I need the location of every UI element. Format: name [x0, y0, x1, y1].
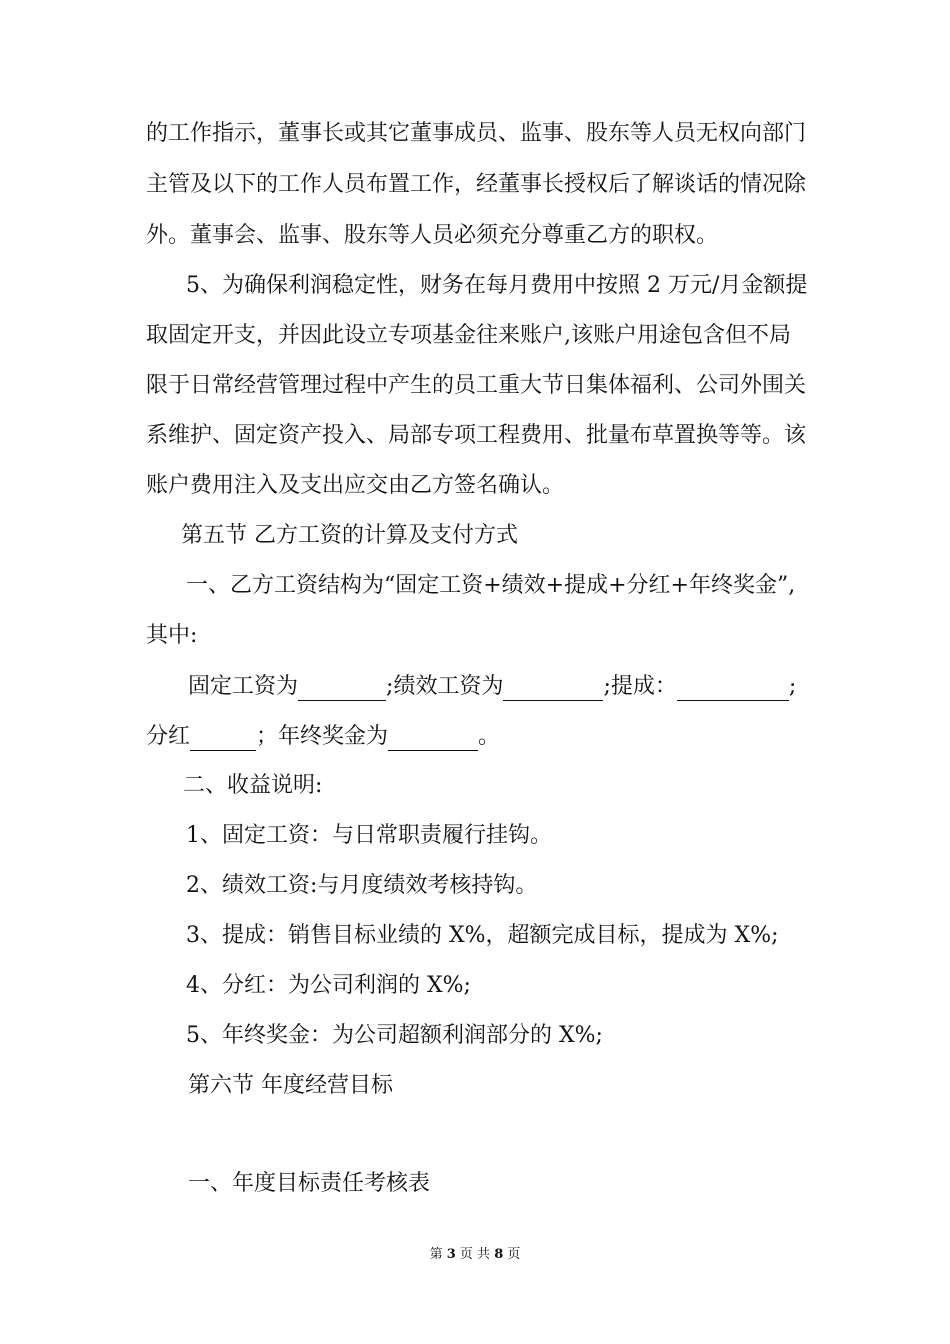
separator: ;	[386, 674, 394, 699]
separator: ;	[788, 674, 797, 699]
list-item: 1、固定工资：与日常职责履行挂钩。	[186, 823, 552, 848]
body-line: 限于日常经营管理过程中产生的员工重大节日集体福利、公司外围关	[146, 373, 807, 398]
body-line: 5、为确保利润稳定性，财务在每月费用中按照 2 万元/月金额提	[186, 273, 808, 298]
list-item: 3、提成：销售目标业绩的 X%，超额完成目标，提成为 X%;	[186, 923, 779, 948]
body-line: 二、收益说明:	[183, 773, 323, 798]
fixed-salary-label: 固定工资为	[188, 674, 299, 699]
salary-form-row-1	[188, 673, 796, 701]
year-end-bonus-blank	[388, 726, 478, 751]
separator: ；	[256, 724, 279, 749]
performance-salary-label: 绩效工资为	[393, 674, 504, 699]
dividend-blank	[190, 726, 256, 751]
section-heading-5: 第五节 乙方工资的计算及支付方式	[181, 523, 518, 548]
separator: ;	[603, 674, 611, 699]
body-line: 一、乙方工资结构为“固定工资+绩效+提成+分红+年终奖金”,	[186, 573, 796, 598]
list-item: 4、分红：为公司利润的 X%;	[186, 973, 471, 998]
commission-label: 提成：	[610, 674, 677, 699]
body-line: 主管及以下的工作人员布置工作，经董事长授权后了解谈话的情况除	[146, 172, 807, 197]
current-page-number: 3	[446, 1247, 456, 1262]
page-footer	[0, 1246, 950, 1264]
salary-form-row-2	[146, 723, 500, 751]
body-line: 系维护、固定资产投入、局部专项工程费用、批量布草置换等等。该	[146, 423, 807, 448]
performance-salary-blank	[503, 676, 603, 701]
fixed-salary-blank	[298, 676, 386, 701]
list-item: 2、绩效工资:与月度绩效考核持钩。	[186, 873, 538, 898]
dividend-label: 分红	[146, 724, 191, 749]
total-page-number: 8	[494, 1247, 504, 1262]
footer-middle: 页 共	[459, 1247, 491, 1262]
footer-prefix: 第	[429, 1247, 443, 1262]
commission-blank	[677, 676, 789, 701]
year-end-bonus-label: 年终奖金为	[278, 724, 389, 749]
body-line: 账户费用注入及支出应交由乙方签名确认。	[146, 473, 565, 498]
body-line: 取固定开支，并因此设立专项基金往来账户,该账户用途包含但不局	[146, 323, 791, 348]
sentence-end: 。	[478, 724, 501, 749]
section-heading-6: 第六节 年度经营目标	[188, 1073, 393, 1098]
footer-suffix: 页	[507, 1247, 521, 1262]
body-line: 外。董事会、监事、股东等人员必须充分尊重乙方的职权。	[146, 223, 719, 248]
body-line: 一、年度目标责任考核表	[188, 1171, 431, 1196]
body-line: 的工作指示，董事长或其它董事成员、监事、股东等人员无权向部门	[146, 121, 807, 146]
list-item: 5、年终奖金：为公司超额利润部分的 X%;	[186, 1023, 603, 1048]
body-line: 其中:	[146, 623, 198, 648]
